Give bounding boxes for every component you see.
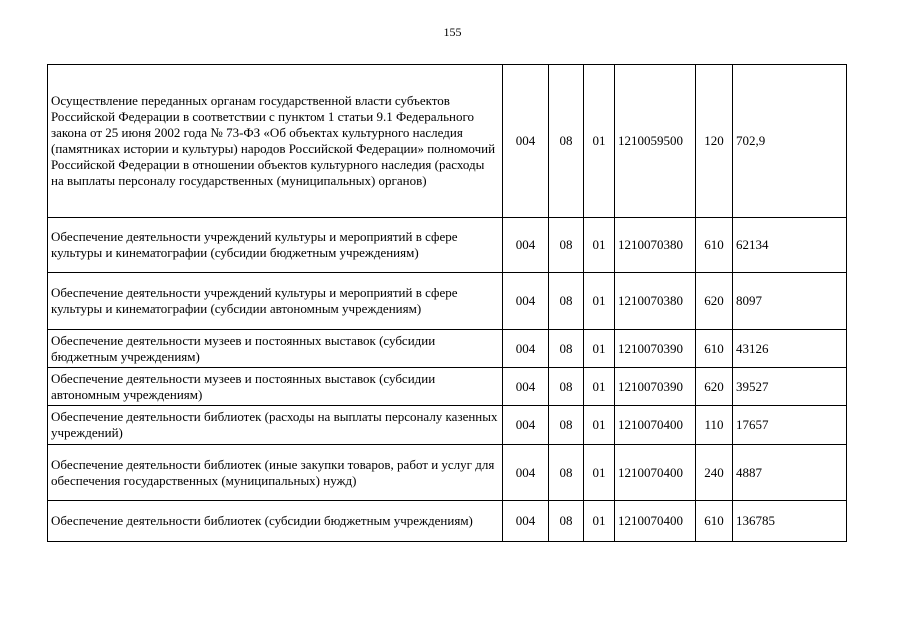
- ministry-code: 004: [503, 273, 549, 330]
- amount-value: 4887: [733, 445, 847, 501]
- amount-value: 702,9: [733, 65, 847, 218]
- ministry-code: 004: [503, 330, 549, 368]
- amount-value: 39527: [733, 368, 847, 406]
- page-number: 155: [443, 25, 462, 39]
- row-description: Обеспечение деятельности учреждений культуры и мероприятий в сфере культуры и кинематографии (субсидии автономным учреждениям): [48, 273, 503, 330]
- ministry-code: 004: [503, 368, 549, 406]
- table-row: [48, 406, 847, 445]
- subsection-code: 01: [584, 445, 615, 501]
- amount-value: 43126: [733, 330, 847, 368]
- row-description: Обеспечение деятельности библиотек (расходы на выплаты персоналу казенных учреждений): [48, 406, 503, 445]
- subsection-code: 01: [584, 273, 615, 330]
- row-description: Обеспечение деятельности библиотек (иные закупки товаров, работ и услуг для обеспечения государственных (муниципальных) нужд): [48, 445, 503, 501]
- section-code: 08: [549, 330, 584, 368]
- table-row: [48, 65, 847, 218]
- section-code: 08: [549, 273, 584, 330]
- target-article-code: 1210059500: [615, 65, 696, 218]
- subsection-code: 01: [584, 65, 615, 218]
- section-code: 08: [549, 445, 584, 501]
- ministry-code: 004: [503, 65, 549, 218]
- table-row: [48, 445, 847, 501]
- target-article-code: 1210070400: [615, 445, 696, 501]
- table-row: [48, 330, 847, 368]
- ministry-code: 004: [503, 406, 549, 445]
- expense-type-code: 240: [696, 445, 733, 501]
- target-article-code: 1210070390: [615, 368, 696, 406]
- row-description: Обеспечение деятельности музеев и постоянных выставок (субсидии автономным учреждениям): [48, 368, 503, 406]
- amount-value: 62134: [733, 218, 847, 273]
- subsection-code: 01: [584, 330, 615, 368]
- target-article-code: 1210070380: [615, 273, 696, 330]
- section-code: 08: [549, 406, 584, 445]
- expense-type-code: 620: [696, 273, 733, 330]
- table-row: [48, 273, 847, 330]
- ministry-code: 004: [503, 501, 549, 542]
- table-row: [48, 368, 847, 406]
- row-description: Осуществление переданных органам государственной власти субъектов Российской Федерации в соответствии с пунктом 1 статьи 9.1 Федерального закона от 25 июня 2002 года № 73-ФЗ «Об объектах культурного наследия (памятниках истории и культуры) народов Российской Федерации» полномочий Российской Федерации в отношении объектов культурного наследия (расходы на выплаты персоналу государственных (муниципальных) органов): [48, 65, 503, 218]
- ministry-code: 004: [503, 218, 549, 273]
- subsection-code: 01: [584, 501, 615, 542]
- expense-type-code: 620: [696, 368, 733, 406]
- table-body: [48, 65, 847, 542]
- expense-type-code: 120: [696, 65, 733, 218]
- subsection-code: 01: [584, 368, 615, 406]
- row-description: Обеспечение деятельности музеев и постоянных выставок (субсидии бюджетным учреждениям): [48, 330, 503, 368]
- table-row: [48, 501, 847, 542]
- subsection-code: 01: [584, 406, 615, 445]
- section-code: 08: [549, 501, 584, 542]
- row-description: Обеспечение деятельности библиотек (субсидии бюджетным учреждениям): [48, 501, 503, 542]
- amount-value: 17657: [733, 406, 847, 445]
- expense-type-code: 610: [696, 330, 733, 368]
- target-article-code: 1210070380: [615, 218, 696, 273]
- row-description: Обеспечение деятельности учреждений культуры и мероприятий в сфере культуры и кинематографии (субсидии бюджетным учреждениям): [48, 218, 503, 273]
- section-code: 08: [549, 368, 584, 406]
- target-article-code: 1210070400: [615, 406, 696, 445]
- expense-type-code: 110: [696, 406, 733, 445]
- subsection-code: 01: [584, 218, 615, 273]
- section-code: 08: [549, 65, 584, 218]
- target-article-code: 1210070390: [615, 330, 696, 368]
- expense-type-code: 610: [696, 218, 733, 273]
- expense-type-code: 610: [696, 501, 733, 542]
- budget-table: [47, 64, 847, 542]
- table-row: [48, 218, 847, 273]
- section-code: 08: [549, 218, 584, 273]
- ministry-code: 004: [503, 445, 549, 501]
- amount-value: 8097: [733, 273, 847, 330]
- amount-value: 136785: [733, 501, 847, 542]
- target-article-code: 1210070400: [615, 501, 696, 542]
